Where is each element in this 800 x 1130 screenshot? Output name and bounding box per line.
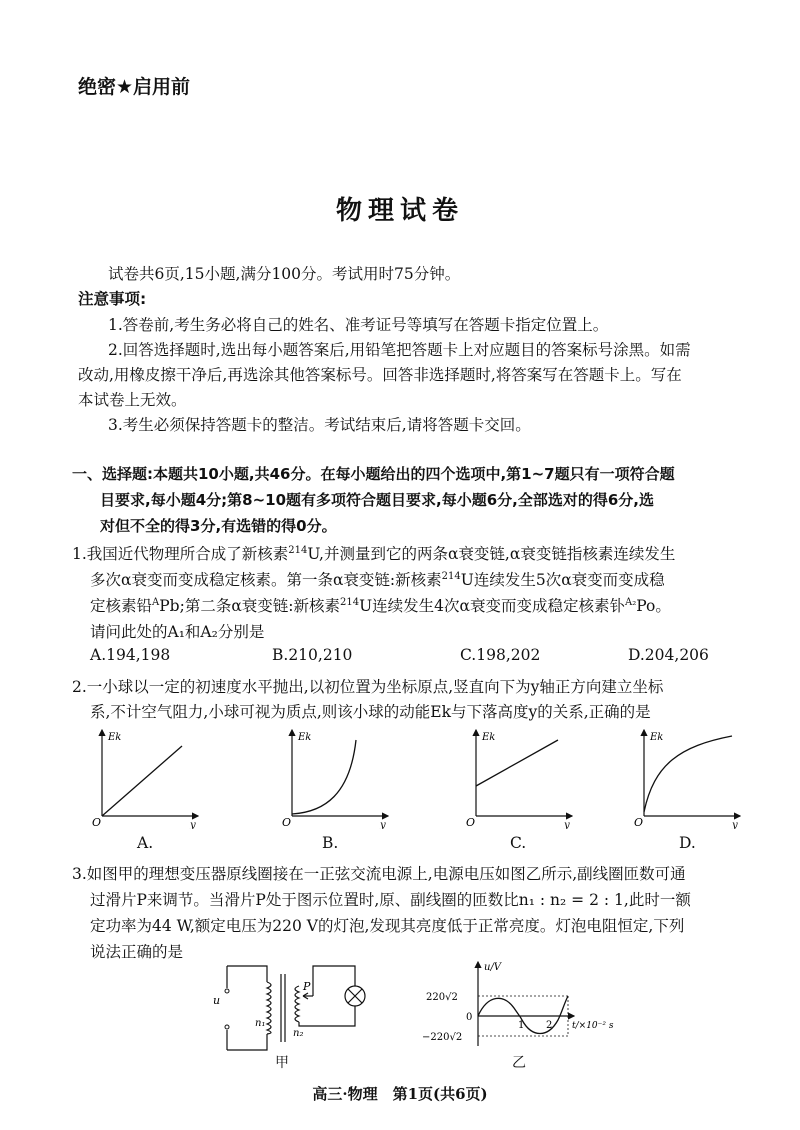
q1-option-b: B.210,210 <box>272 646 353 664</box>
graph-c-label: C. <box>510 834 527 852</box>
q2-line-1: 2.一小球以一定的初速度水平抛出,以初位置为坐标原点,竖直向下为y轴正方向建立坐标 <box>72 678 664 696</box>
note-1: 1.答卷前,考生务必将自己的姓名、准考证号等填写在答题卡指定位置上。 <box>108 316 609 334</box>
q1-line-3: 定核素铅$^A$Pb;第二条α衰变链:新核素$^{214}$U连续发生4次α衰变而变成稳定核素钋$^{A_2}$Po。 <box>90 596 671 615</box>
curve <box>476 740 558 786</box>
section-1-line-2: 目要求,每小题4分;第8~10题有多项符合题目要求,每小题6分,全部选对的得6分,选 <box>100 491 654 509</box>
tick-1-label: 1 <box>518 1020 525 1031</box>
origin-label: O <box>92 816 102 829</box>
secondary-coil <box>295 986 299 1022</box>
graph-d <box>632 724 747 829</box>
secret-mark: 绝密★启用前 <box>78 76 191 98</box>
curve <box>292 740 356 814</box>
tick-2-label: 2 <box>546 1020 553 1031</box>
y-label: Ek <box>298 732 312 743</box>
note-2-line-3: 本试卷上无效。 <box>78 391 187 409</box>
graph-b <box>280 724 395 829</box>
note-2-line-1: 2.回答选择题时,选出每小题答案后,用铅笔把答题卡上对应题目的答案标号涂黑。如需 <box>108 341 691 359</box>
terminal <box>225 1025 229 1029</box>
x-label: y <box>190 820 196 829</box>
y-label: Ek <box>650 732 664 743</box>
exam-summary: 试卷共6页,15小题,满分100分。考试用时75分钟。 <box>108 265 461 283</box>
min-label: −220√2 <box>422 1032 463 1043</box>
voltage-graph <box>422 958 642 1050</box>
terminal <box>225 989 229 993</box>
page-footer: 高三·物理 第1页(共6页) <box>312 1085 488 1103</box>
origin-label: O <box>282 816 292 829</box>
graph-d-label: D. <box>679 834 696 852</box>
figure-b-caption: 乙 <box>512 1055 526 1071</box>
q3-line-1: 3.如图甲的理想变压器原线圈接在一正弦交流电源上,电源电压如图乙所示,副线圈匝数可通 <box>72 865 686 883</box>
wire <box>227 966 267 982</box>
wire <box>227 1034 267 1050</box>
max-label: 220√2 <box>426 992 458 1003</box>
curve <box>644 736 732 812</box>
u-label: u <box>213 994 221 1007</box>
y-label: Ek <box>108 732 122 743</box>
wire <box>299 1006 355 1026</box>
q1-option-a: A.194,198 <box>90 646 171 664</box>
q1-option-c: C.198,202 <box>460 646 541 664</box>
q1-option-d: D.204,206 <box>628 646 709 664</box>
y-label: Ek <box>482 732 496 743</box>
origin-label: O <box>466 816 476 829</box>
p-label: P <box>303 980 311 993</box>
figure-a-caption: 甲 <box>275 1055 289 1071</box>
section-1-line-1: 一、选择题:本题共10小题,共46分。在每小题给出的四个选项中,第1~7题只有一项符合题 <box>72 465 675 483</box>
page-title: 物理试卷 <box>335 196 464 226</box>
q3-line-4: 说法正确的是 <box>90 943 184 961</box>
note-3: 3.考生必须保持答题卡的整洁。考试结束后,请将答题卡交回。 <box>108 416 531 434</box>
q1-line-1: 1.我国近代物理所合成了新核素$^{214}$U,并测量到它的两条α衰变链,α衰变链指核素连续发生 <box>72 544 676 563</box>
x-label: y <box>380 820 386 829</box>
x-axis-label: t/×10⁻² s <box>572 1021 614 1031</box>
q3-line-3: 定功率为44 W,额定电压为220 V的灯泡,发现其亮度低于正常亮度。灯泡电阻恒定,下列 <box>90 917 685 935</box>
graph-a <box>90 724 205 829</box>
transformer-diagram <box>205 960 380 1060</box>
origin-label: O <box>634 816 644 829</box>
curve <box>102 746 182 816</box>
y-axis-label: u/V <box>484 962 502 973</box>
note-2-line-2: 改动,用橡皮擦干净后,再选涂其他答案标号。回答非选择题时,将答案写在答题卡上。写在 <box>78 366 682 384</box>
graph-b-label: B. <box>322 834 339 852</box>
graph-c <box>464 724 579 829</box>
primary-coil <box>267 982 271 1034</box>
q1-line-2: 多次α衰变而变成稳定核素。第一条α衰变链:新核素$^{214}$U连续发生5次α衰变而变成稳 <box>90 570 665 589</box>
q3-line-2: 过滑片P来调节。当滑片P处于图示位置时,原、副线圈的匝数比n₁ : n₂ = 2 : 1,此时一额 <box>90 891 691 909</box>
notes-heading: 注意事项: <box>78 290 147 308</box>
n1-label: n₁ <box>255 1018 266 1029</box>
q1-line-4: 请问此处的A₁和A₂分别是 <box>90 623 265 641</box>
section-1-line-3: 对但不全的得3分,有选错的得0分。 <box>100 517 337 535</box>
graph-a-label: A. <box>137 834 154 852</box>
x-label: y <box>564 820 570 829</box>
q2-line-2: 系,不计空气阻力,小球可视为质点,则该小球的动能Ek与下落高度y的关系,正确的是 <box>90 703 651 721</box>
x-label: y <box>732 820 738 829</box>
n2-label: n₂ <box>293 1028 304 1039</box>
zero-label: 0 <box>466 1012 473 1023</box>
